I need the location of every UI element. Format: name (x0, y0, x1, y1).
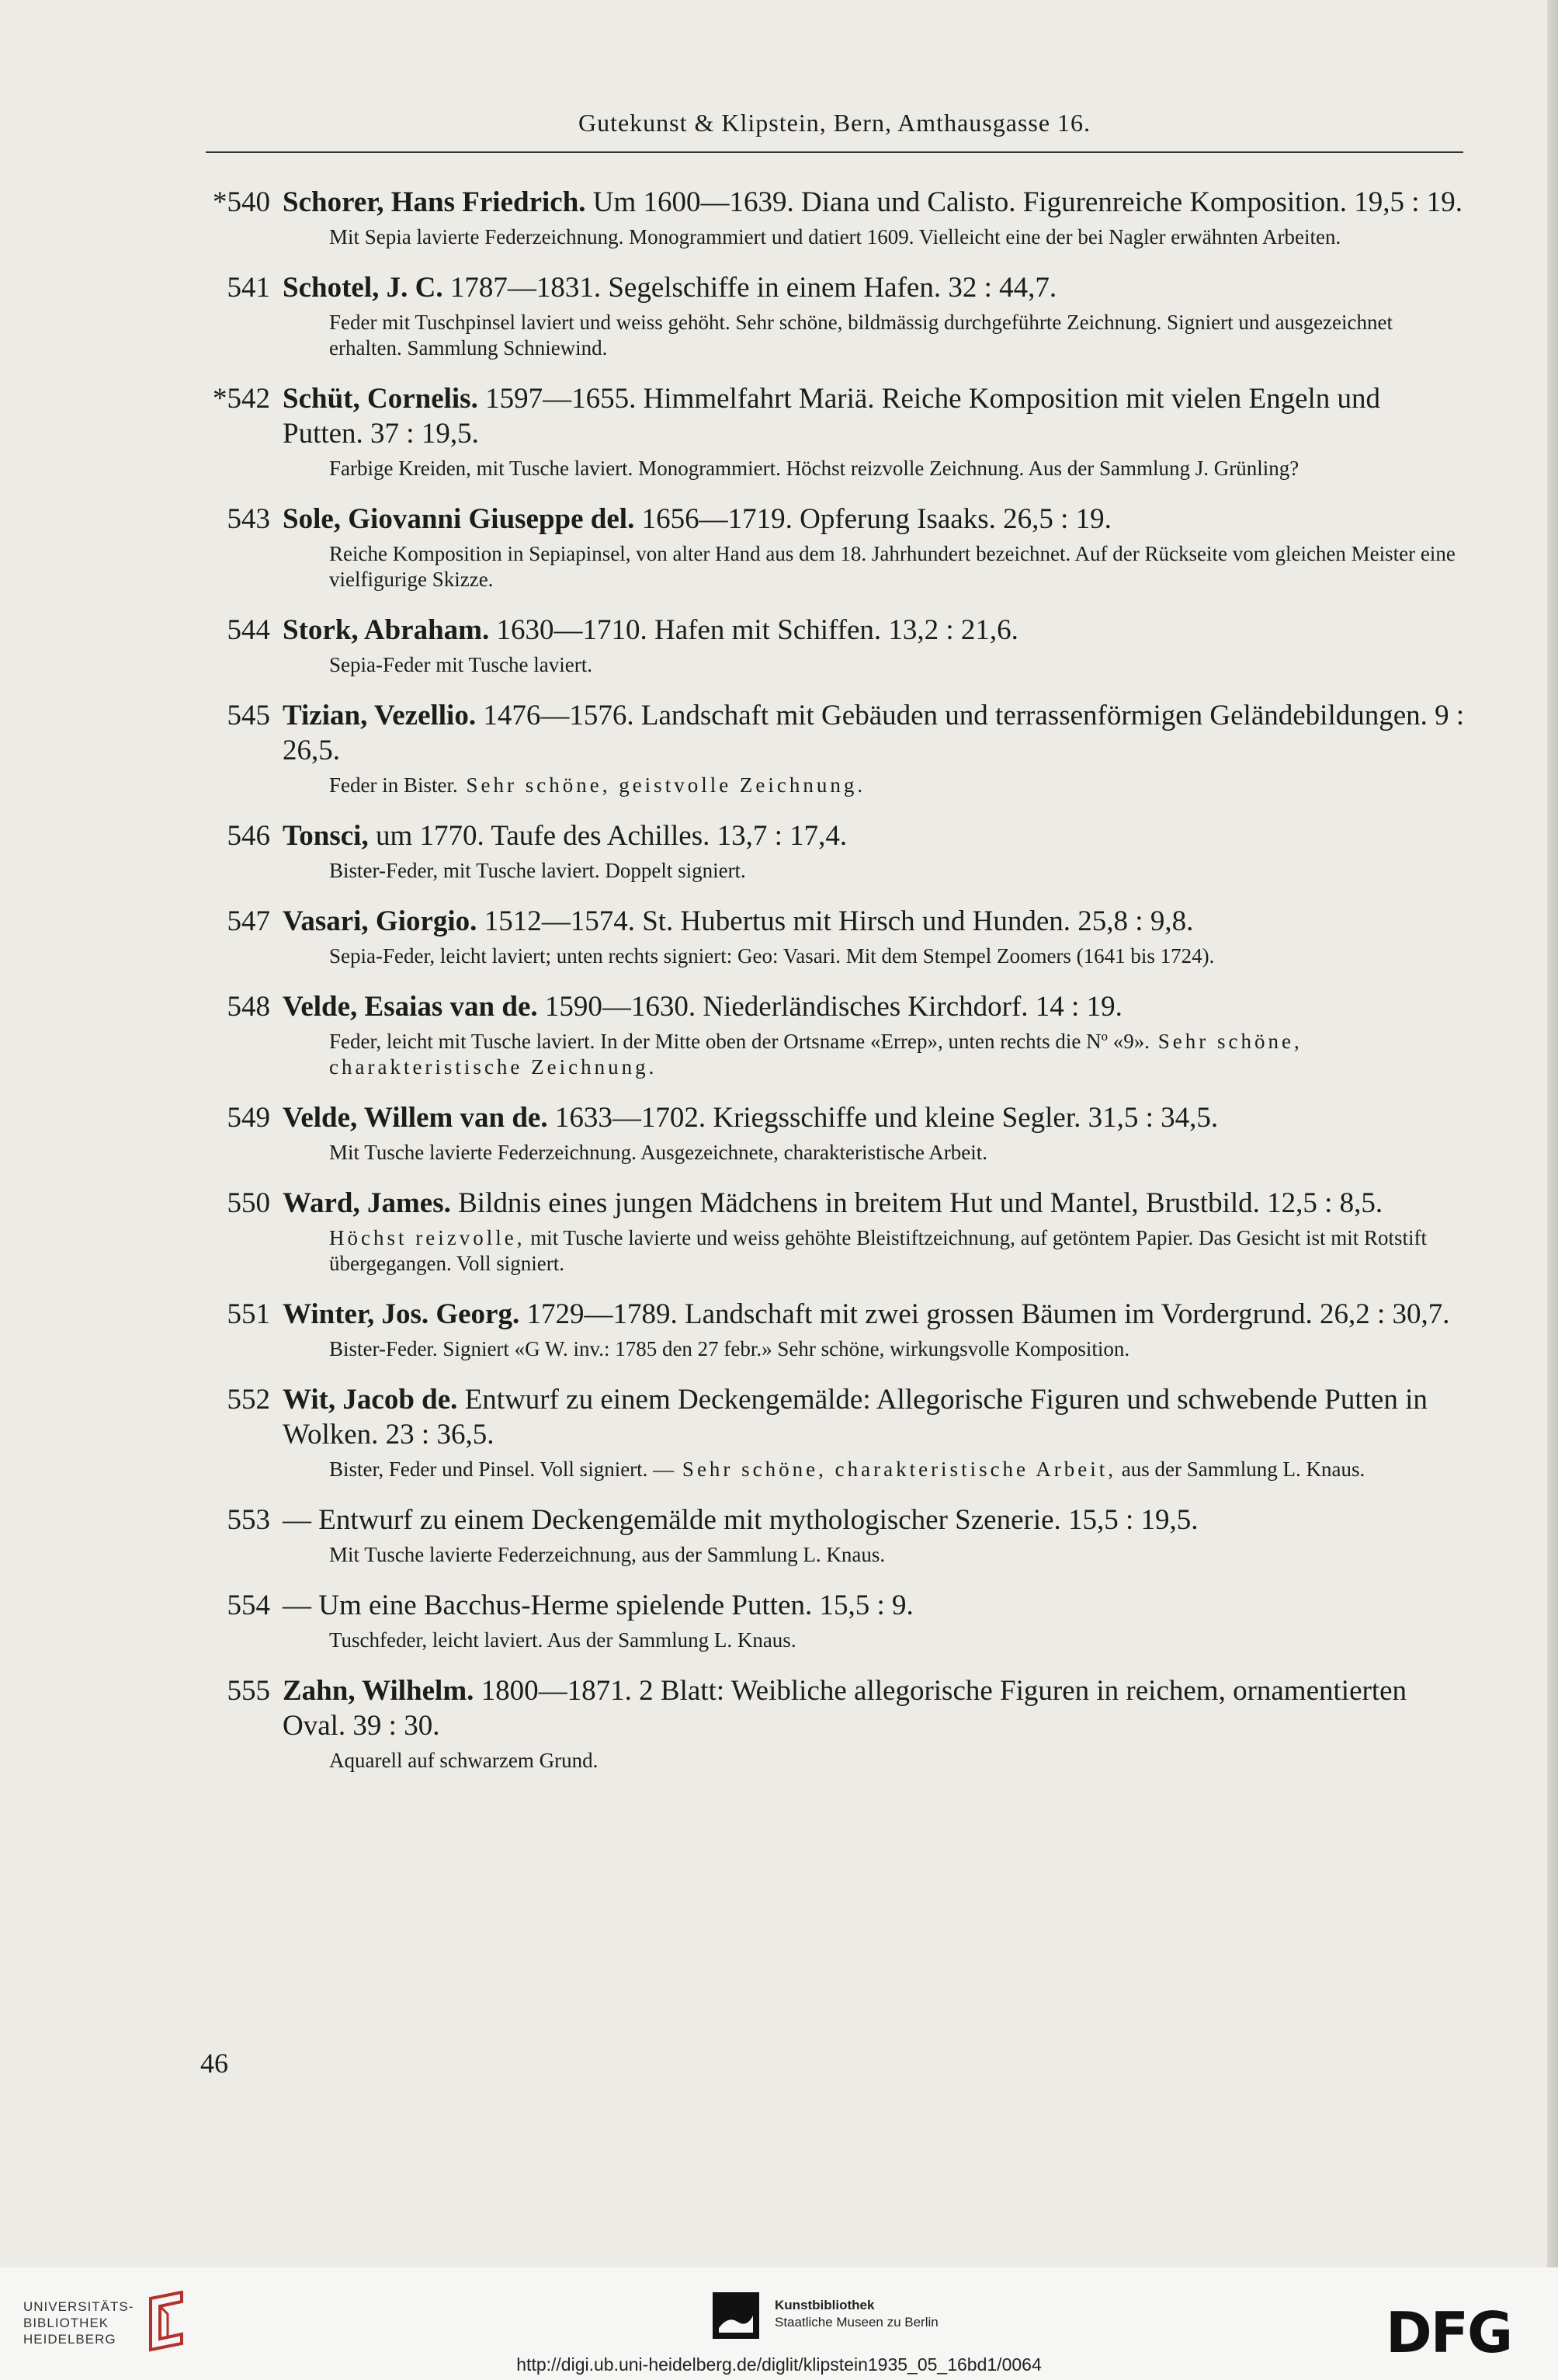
entry-title (283, 904, 1466, 939)
work-title: 1597—1655. Himmelfahrt Mariä. Reiche Komposition mit vielen Engeln und Putten. 37 : 19,5. (283, 383, 1381, 450)
catalog-entry (177, 989, 1466, 1080)
catalog-entry (177, 381, 1466, 481)
entry-description: Bister-Feder, mit Tusche laviert. Doppelt signiert. (329, 859, 746, 882)
description-text: Feder in Bister. (329, 773, 458, 797)
lot-number: *540 (213, 186, 270, 218)
entry-title (283, 185, 1466, 220)
entry-description: Aquarell auf schwarzem Grund. (329, 1749, 599, 1772)
catalog-entry (177, 904, 1466, 969)
entry-description (329, 1457, 1466, 1482)
entry-description (329, 773, 1466, 798)
artist-name: Velde, Willem van de. (283, 1102, 548, 1134)
header-rule (206, 151, 1463, 153)
lot-number: *542 (213, 383, 270, 415)
work-title: — Entwurf zu einem Deckengemälde mit mythologischer Szenerie. 15,5 : 19,5. (283, 1504, 1199, 1536)
entry-title (283, 502, 1466, 537)
artist-name: Tizian, Vezellio. (283, 700, 477, 731)
work-title: Entwurf zu einem Deckengemälde: Allegorische Figuren und schwebende Putten in Wolken. 23 : 36,5. (283, 1384, 1428, 1451)
lot-number: 551 (227, 1298, 270, 1330)
lot-number: 546 (227, 820, 270, 852)
lot-number: 544 (227, 614, 270, 646)
page-edge-shadow (1547, 0, 1558, 2267)
entry-description: Mit Tusche lavierte Federzeichnung. Ausgezeichnete, charakteristische Arbeit. (329, 1141, 987, 1164)
catalog-entry (177, 185, 1466, 250)
description-text: Feder, leicht mit Tusche laviert. In der Mitte oben der Ortsname «Errep», unten rechts die Nº «9». (329, 1030, 1150, 1053)
work-title: Um 1600—1639. Diana und Calisto. Figurenreiche Komposition. 19,5 : 19. (585, 186, 1463, 218)
entry-description: Farbige Kreiden, mit Tusche laviert. Monogrammiert. Höchst reizvolle Zeichnung. Aus der Sammlung J. Grünling? (329, 457, 1299, 480)
entry-title (283, 1186, 1466, 1221)
entry-title (283, 1588, 1466, 1623)
entry-description: Mit Tusche lavierte Federzeichnung, aus der Sammlung L. Knaus. (329, 1543, 886, 1566)
entry-title (283, 270, 1466, 305)
catalog-entry (177, 1100, 1466, 1166)
catalog-entry (177, 270, 1466, 361)
entry-title (283, 1503, 1466, 1537)
lot-number: 541 (227, 272, 270, 304)
university-library-logo (23, 2298, 134, 2347)
artist-name: Stork, Abraham. (283, 614, 490, 646)
page-number: 46 (200, 2048, 228, 2079)
description-text: mit Tusche lavierte und weiss gehöhte Bleistiftzeichnung, auf getöntem Papier. Das Gesicht ist mit Rotstift übergegangen. Voll signiert. (329, 1226, 1428, 1275)
artist-name: Schüt, Cornelis. (283, 383, 478, 415)
artist-name: Velde, Esaias van de. (283, 991, 538, 1023)
catalog-entry (177, 502, 1466, 592)
artist-name: Sole, Giovanni Giuseppe del. (283, 503, 635, 535)
running-header: Gutekunst & Klipstein, Bern, Amthausgasse 16. (578, 109, 1091, 137)
lot-number: 545 (227, 700, 270, 731)
entry-description: Sepia-Feder, leicht laviert; unten rechts signiert: Geo: Vasari. Mit dem Stempel Zoomers (1641 bis 1724). (329, 944, 1215, 968)
catalog-entries (177, 185, 1466, 1794)
entry-title (283, 1382, 1466, 1452)
catalog-entry (177, 1186, 1466, 1277)
catalog-entry (177, 1673, 1466, 1774)
artist-name: Vasari, Giorgio. (283, 905, 477, 937)
work-title: um 1770. Taufe des Achilles. 13,7 : 17,4. (368, 820, 848, 852)
dfg-logo: DFG (1386, 2300, 1512, 2365)
entry-description: Feder mit Tuschpinsel laviert und weiss gehöht. Sehr schöne, bildmässig durchgeführte Zeichnung. Signiert und ausgezeichnet erhalten. Sammlung Schniewind. (329, 311, 1393, 360)
work-title: 1590—1630. Niederländisches Kirchdorf. 14 : 19. (537, 991, 1123, 1023)
entry-title (283, 1297, 1466, 1332)
artist-name: Ward, James. (283, 1187, 451, 1219)
kunstbibliothek-name: Kunstbibliothek (775, 2298, 875, 2312)
entry-description: Reiche Komposition in Sepiapinsel, von alter Hand aus dem 18. Jahrhundert bezeichnet. Auf der Rückseite vom gleichen Meister eine vielfigurige Skizze. (329, 542, 1456, 591)
description-emphasis: Sehr schöne, charakteristische Arbeit, (674, 1458, 1117, 1481)
entry-description: Sepia-Feder mit Tusche laviert. (329, 653, 592, 676)
university-logo-line: UNIVERSITÄTS- (23, 2299, 134, 2314)
permalink-url[interactable]: http://digi.ub.uni-heidelberg.de/diglit/klipstein1935_05_16bd1/0064 (516, 2354, 1042, 2375)
kunstbibliothek-subtitle: Staatliche Museen zu Berlin (775, 2315, 939, 2330)
work-title: 1729—1789. Landschaft mit zwei grossen Bäumen im Vordergrund. 26,2 : 30,7. (519, 1298, 1450, 1330)
artist-name: Tonsci, (283, 820, 369, 852)
description-text: Bister, Feder und Pinsel. Voll signiert. — (329, 1458, 675, 1481)
lot-number: 547 (227, 905, 270, 937)
work-title: 1800—1871. 2 Blatt: Weibliche allegorische Figuren in reichem, ornamentierten Oval. 39 : 30. (283, 1675, 1407, 1742)
description-emphasis: Höchst reizvolle, (329, 1226, 526, 1249)
lot-number: 554 (227, 1590, 270, 1621)
description-emphasis: Sehr schöne, geistvolle Zeichnung. (457, 773, 866, 797)
work-title: Bildnis eines jungen Mädchens in breitem Hut und Mantel, Brustbild. 12,5 : 8,5. (450, 1187, 1383, 1219)
lot-number: 552 (227, 1384, 270, 1416)
artist-name: Schotel, J. C. (283, 272, 443, 304)
entry-description: Mit Sepia lavierte Federzeichnung. Monogrammiert und datiert 1609. Vielleicht eine der bei Nagler erwähnten Arbeiten. (329, 225, 1341, 248)
work-title: 1633—1702. Kriegsschiffe und kleine Segler. 31,5 : 34,5. (547, 1102, 1219, 1134)
description-tail: aus der Sammlung L. Knaus. (1116, 1458, 1365, 1481)
entry-description (329, 1225, 1466, 1277)
catalog-entry (177, 1382, 1466, 1482)
lot-number: 553 (227, 1504, 270, 1536)
entry-description: Bister-Feder. Signiert «G W. inv.: 1785 den 27 febr.» Sehr schöne, wirkungsvolle Komposition. (329, 1337, 1130, 1360)
work-title: 1512—1574. St. Hubertus mit Hirsch und Hunden. 25,8 : 9,8. (477, 905, 1194, 937)
catalog-entry (177, 1297, 1466, 1362)
lot-number: 550 (227, 1187, 270, 1219)
entry-title (283, 381, 1466, 451)
work-title: 1630—1710. Hafen mit Schiffen. 13,2 : 21,6. (489, 614, 1018, 646)
kunstbibliothek-label (775, 2297, 939, 2331)
work-title: 1656—1719. Opferung Isaaks. 26,5 : 19. (634, 503, 1112, 535)
entry-title (283, 1673, 1466, 1743)
catalog-entry (177, 818, 1466, 884)
catalog-entry (177, 1503, 1466, 1568)
lot-number: 549 (227, 1102, 270, 1134)
artist-name: Schorer, Hans Friedrich. (283, 186, 586, 218)
entry-title (283, 818, 1466, 853)
lot-number: 548 (227, 991, 270, 1023)
entry-description (329, 1029, 1466, 1080)
university-logo-line: HEIDELBERG (23, 2332, 116, 2347)
entry-description: Tuschfeder, leicht laviert. Aus der Sammlung L. Knaus. (329, 1628, 796, 1652)
catalog-entry (177, 613, 1466, 678)
work-title: 1476—1576. Landschaft mit Gebäuden und terrassenförmigen Geländebildungen. 9 : 26,5. (283, 700, 1465, 766)
description-emphasis: Sehr schöne, charakteristische Zeichnung. (329, 1030, 1303, 1079)
entry-title (283, 989, 1466, 1024)
artist-name: Zahn, Wilhelm. (283, 1675, 474, 1707)
work-title: 1787—1831. Segelschiffe in einem Hafen. 32 : 44,7. (442, 272, 1057, 304)
kunstbibliothek-logo-icon (713, 2292, 759, 2339)
digitization-footer (0, 2267, 1558, 2380)
lot-number: 555 (227, 1675, 270, 1707)
university-mark-icon (144, 2291, 188, 2353)
entry-title (283, 1100, 1466, 1135)
work-title: — Um eine Bacchus-Herme spielende Putten. 15,5 : 9. (283, 1590, 914, 1621)
catalog-entry (177, 1588, 1466, 1653)
entry-title (283, 613, 1466, 648)
catalog-entry (177, 698, 1466, 798)
lot-number: 543 (227, 503, 270, 535)
artist-name: Winter, Jos. Georg. (283, 1298, 520, 1330)
entry-title (283, 698, 1466, 768)
artist-name: Wit, Jacob de. (283, 1384, 458, 1416)
university-logo-line: BIBLIOTHEK (23, 2316, 109, 2330)
